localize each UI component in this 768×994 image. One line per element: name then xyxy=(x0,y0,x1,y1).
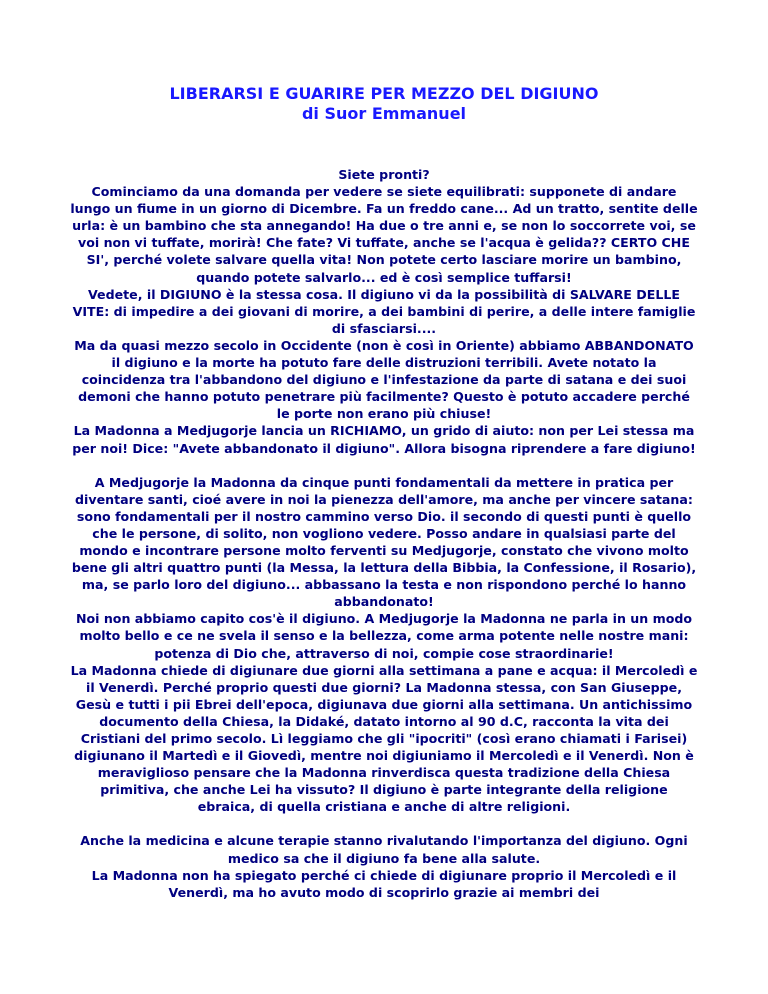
section-2 xyxy=(70,474,698,816)
document-body xyxy=(70,166,698,901)
paragraph: Noi non abbiamo capito cos'è il digiuno. A Medjugorje la Madonna ne parla in un modo molto bello e ce ne svela il senso e la bellezza, come arma potente nelle nostre mani: potenza di Dio che, attraverso di noi, compie cose straordinarie! xyxy=(75,611,693,661)
paragraph: La Madonna a Medjugorje lancia un RICHIAMO, un grido di aiuto: non per Lei stessa ma per noi! Dice: "Avete abbandonato il digiuno". Allora bisogna riprendere a fare digiuno! xyxy=(72,423,696,456)
paragraph-gap xyxy=(70,457,698,474)
paragraph: Ma da quasi mezzo secolo in Occidente (non è così in Oriente) abbiamo ABBANDONATO il digiuno e la morte ha potuto fare delle distruzioni terribili. Avete notato la coincidenza tra l'abbandono del digiuno e l'infestazione da parte di satana e dei suoi demoni che hanno potuto penetrare più facilmente? Questo è potuto accadere perché le porte non erano più chiuse! xyxy=(74,337,694,422)
document-author: di Suor Emmanuel xyxy=(301,104,467,123)
section-3 xyxy=(70,832,698,900)
paragraph: Anche la medicina e alcune terapie stanno rivalutando l'importanza del digiuno. Ogni medico sa che il digiuno fa bene alla salute. xyxy=(80,833,688,866)
paragraph: Vedete, il DIGIUNO è la stessa cosa. Il digiuno vi da la possibilità di SALVARE DELLE VITE: di impedire a dei giovani di morire, a dei bambini di perire, a delle intere famiglie di sfasciarsi.... xyxy=(72,286,696,336)
paragraph: La Madonna chiede di digiunare due giorni alla settimana a pane e acqua: il Mercoledì e il Venerdì. Perché proprio questi due giorni? La Madonna stessa, con San Giuseppe, Gesù e tutti i pii Ebrei dell'epoca, digiunava due giorni alla settimana. Un antichissimo documento della Chiesa, la Didaké, datato intorno al 90 d.C, racconta la vita dei Cristiani del primo secolo. Lì leggiamo che gli "ipocriti" (così erano chiamati i Farisei) digiunano il Martedì e il Giovedì, mentre noi digiuniamo il Mercoledì e il Venerdì. Non è meraviglioso pensare che la Madonna rinverdisca questa tradizione della Chiesa primitiva, che anche Lei ha vissuto? Il digiuno è parte integrante della religione ebraica, di quella cristiana e anche di altre religioni. xyxy=(70,662,698,815)
paragraph: Siete pronti? xyxy=(338,167,430,182)
document-title: LIBERARSI E GUARIRE PER MEZZO DEL DIGIUNO xyxy=(169,84,599,103)
paragraph-gap xyxy=(70,815,698,832)
document-page xyxy=(70,84,698,901)
paragraph: La Madonna non ha spiegato perché ci chiede di digiunare proprio il Mercoledì e il Venerdì, ma ho avuto modo di scoprirlo grazie ai membri dei xyxy=(91,867,677,900)
paragraph: A Medjugorje la Madonna da cinque punti fondamentali da mettere in pratica per diventare santi, cioé avere in noi la pienezza dell'amore, ma anche per vincere satana: sono fondamentali per il nostro cammino verso Dio. il secondo di questi punti è quello che le persone, di solito, non vogliono vedere. Posso andare in qualsiasi parte del mondo e incontrare persone molto ferventi su Medjugorje, constato che vivono molto bene gli altri quattro punti (la Messa, la lettura della Bibbia, la Confessione, il Rosario), ma, se parlo loro del digiuno... abbassano la testa e non rispondono perché lo hanno abbandonato! xyxy=(71,474,697,610)
paragraph: Cominciamo da una domanda per vedere se siete equilibrati: supponete di andare lungo un fiume in un giorno di Dicembre. Fa un freddo cane... Ad un tratto, sentite delle urla: è un bambino che sta annegando! Ha due o tre anni e, se non lo soccorrete voi, se voi non vi tuffate, morirà! Che fate? Vi tuffate, anche se l'acqua è gelida?? CERTO CHE SI', perché volete salvare quella vita! Non potete certo lasciare morire un bambino, quando potete salvarlo... ed è così semplice tuffarsi! xyxy=(70,184,698,285)
document-header xyxy=(70,84,698,124)
section-1 xyxy=(70,166,698,457)
